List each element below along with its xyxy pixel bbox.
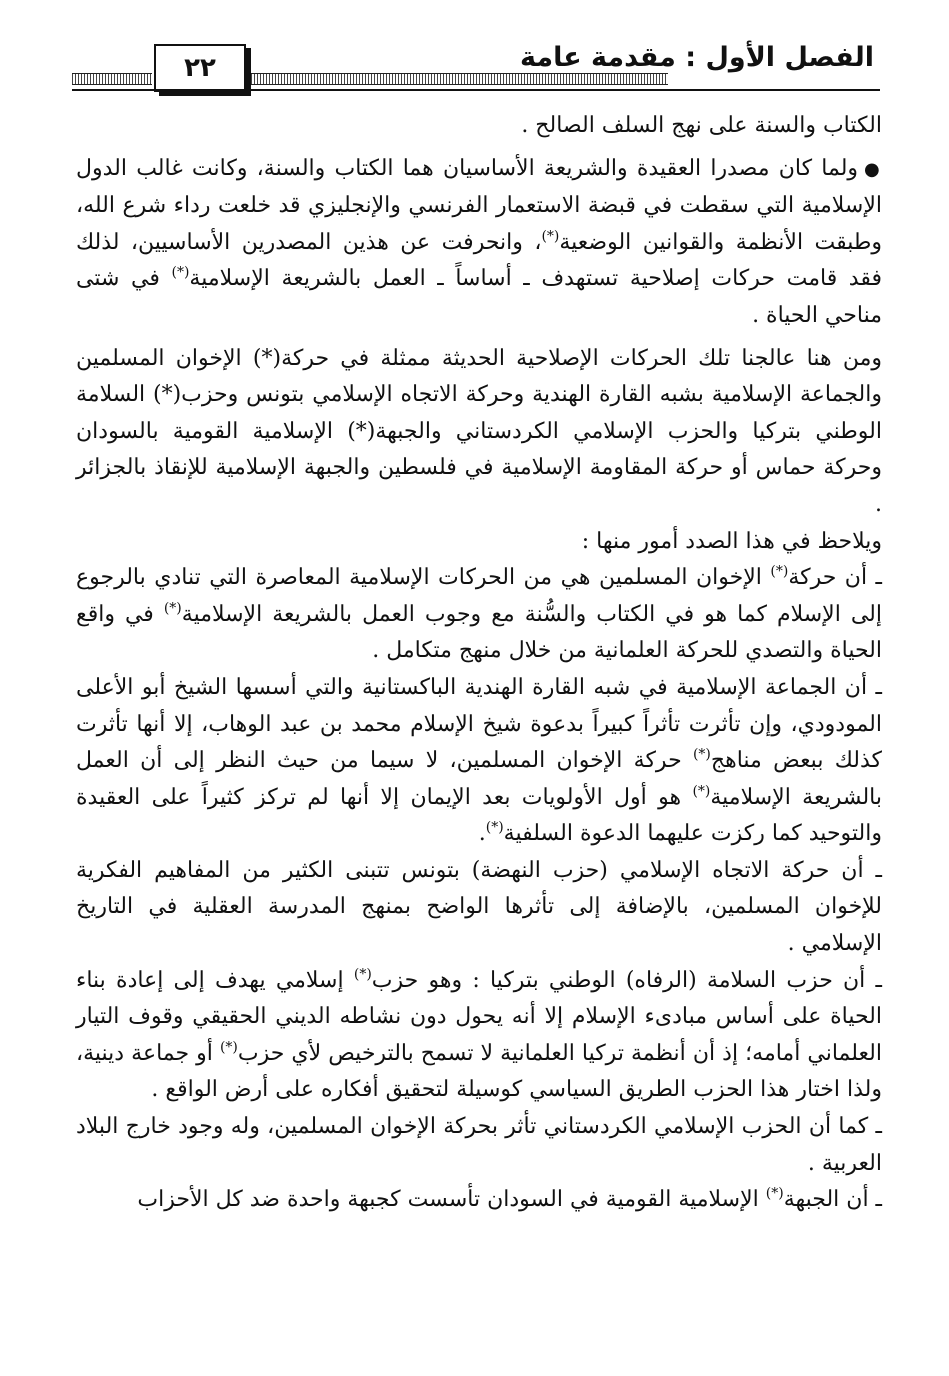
- list-item-6: [76, 1182, 882, 1219]
- list-item-1: [76, 560, 882, 670]
- text-run: في شتى مناحي الحياة .: [76, 266, 882, 328]
- text-run: أو جماعة دينية، ولذا اختار هذا الحزب الطريق السياسي كوسيلة لتحقيق أفكاره على أرض الواقع .: [76, 1040, 882, 1103]
- page-header: [72, 34, 880, 92]
- text-run: ـ أن الجبهة: [783, 1187, 882, 1213]
- text-run: إسلامي يهدف إلى إعادة بناء الحياة على أساس مبادىء الإسلام إلا أنه يحول دون نشاطه الديني الحقيقي وقوف التيار العلماني أمامه؛ إذ أن أنظمة تركيا العلمانية لا تسمح بالترخيص لأي حزب: [76, 967, 882, 1066]
- chapter-title: الفصل الأول : مقدمة عامة: [519, 42, 874, 73]
- list-item-2: [76, 670, 882, 853]
- footnote-marker: (*): [353, 966, 372, 983]
- text-run: ـ أن حركة: [788, 565, 882, 591]
- footnote-marker: (*): [770, 563, 789, 580]
- text-run: ولما كان مصدرا العقيدة والشريعة الأساسيان هما الكتاب والسنة، وكانت غالب الدول الإسلامية التي سقطت في قبضة الاستعمار الفرنسي والإنجليزي قد خلعت رداء شرع الله، وطبقت الأنظمة والقوانين الوضعية: [76, 155, 882, 255]
- header-hatch-bar-left: [72, 73, 152, 85]
- text-run: حركة الإخوان المسلمين، لا سيما من حيث النظر إلى أن العمل بالشريعة الإسلامية: [76, 748, 882, 810]
- text-run: .: [478, 821, 486, 847]
- paragraph-3: ويلاحظ في هذا الصدد أمور منها :: [581, 528, 882, 554]
- text-run: في واقع الحياة والتصدي للحركة العلمانية من خلال منهج متكامل .: [76, 601, 882, 664]
- footnote-marker: (*): [692, 746, 711, 763]
- text-run: ، وانحرفت عن هذين المصدرين الأساسيين، لذلك فقد قامت حركات إصلاحية تستهدف ـ أساساً ـ العمل بالشريعة الإسلامية: [76, 229, 883, 292]
- page-number: ٢٢: [154, 44, 246, 92]
- text-run: ـ أن الجماعة الإسلامية في شبه القارة الهندية الباكستانية والتي أسسها الشيخ أبو الأعلى المودودي، وإن تأثرت تأثراً كبيراً بدعوة شيخ الإسلام محمد بن عبد الوهاب، إلا أنها تأثرت كذلك ببعض مناهج: [76, 674, 882, 774]
- header-hatch-bar: [248, 73, 668, 85]
- footnote-marker: (*): [163, 600, 182, 617]
- footnote-marker: (*): [171, 265, 190, 282]
- paragraph-1: [76, 151, 882, 335]
- page-body: [76, 108, 882, 1219]
- footnote-marker: (*): [541, 228, 560, 245]
- list-item-4: [76, 963, 882, 1109]
- footnote-marker: (*): [765, 1185, 784, 1202]
- footnote-marker: (*): [485, 819, 504, 836]
- paragraph-2: ومن هنا عالجنا تلك الحركات الإصلاحية الحديثة ممثلة في حركة(*) الإخوان المسلمين والجماعة الإسلامية بشبه القارة الهندية وحركة الاتجاه الإسلامي بتونس وحزب(*) السلامة الوطني بتركيا والحزب الإسلامي الكردستاني والجبهة(*) الإسلامية القومية بالسودان وحركة حماس أو حركة المقاومة الإسلامية في فلسطين والجبهة الإسلامية للإنقاذ بالجزائر .: [76, 345, 882, 517]
- text-run: هو أول الأولويات بعد الإيمان إلا أنها لم تركز كثيراً على العقيدة والتوحيد كما ركزت عليهما الدعوة السلفية: [76, 784, 882, 847]
- bullet-icon: ●: [864, 158, 882, 180]
- header-rule: [72, 89, 880, 91]
- footnote-marker: (*): [219, 1039, 238, 1056]
- paragraph-intro: الكتاب والسنة على نهج السلف الصالح .: [521, 113, 882, 138]
- text-run: الإسلامية القومية في السودان تأسست كجبهة واحدة ضد كل الأحزاب: [137, 1187, 759, 1213]
- text-run: الإخوان المسلمين هي من الحركات الإسلامية المعاصرة التي تنادي بالرجوع إلى الإسلام كما هو في الكتاب والسُّنة مع وجوب العمل بالشريعة الإسلامية: [76, 565, 882, 627]
- list-item-5: ـ كما أن الحزب الإسلامي الكردستاني تأثر بحركة الإخوان المسلمين، وله وجود خارج البلاد العربية .: [76, 1114, 882, 1176]
- text-run: ـ أن حزب السلامة (الرفاه) الوطني بتركيا : وهو حزب: [371, 967, 882, 993]
- list-item-3: ـ أن حركة الاتجاه الإسلامي (حزب النهضة) بتونس تتبنى الكثير من المفاهيم الفكرية للإخوان المسلمين، بالإضافة إلى تأثرها الواضح بمنهج المدرسة العقلية في التاريخ الإسلامي .: [76, 857, 882, 957]
- footnote-marker: (*): [692, 783, 711, 800]
